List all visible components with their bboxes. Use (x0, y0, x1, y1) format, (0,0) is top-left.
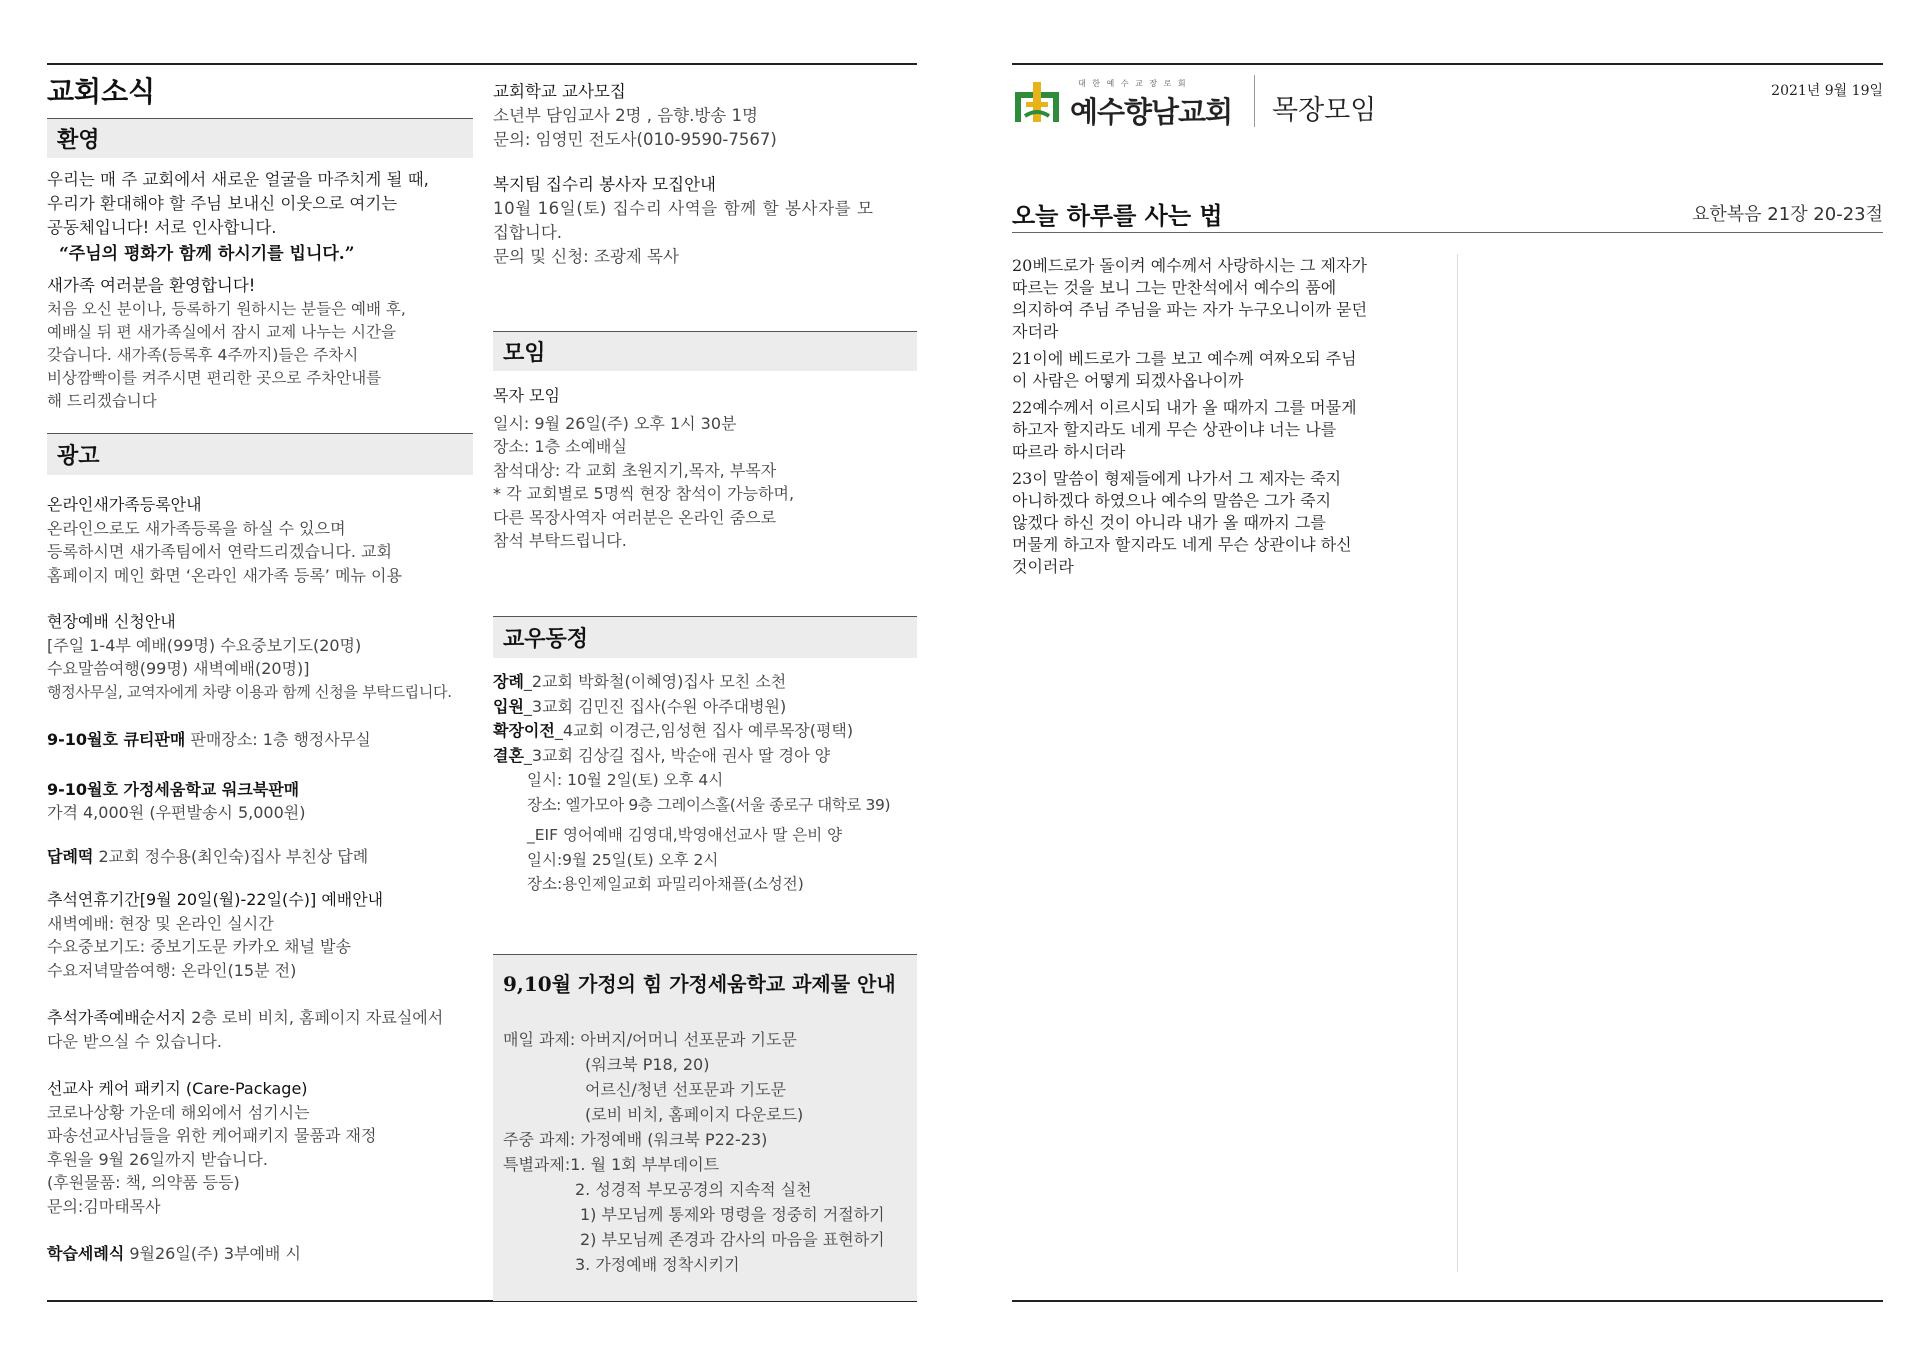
verse-line: 하고자 할지라도 네게 무슨 상관이냐 너는 나를 (1012, 420, 1337, 439)
welcome-intro-line: 공동체입니다! 서로 인사합니다. (47, 218, 277, 237)
ad-title: 온라인새가족등록안내 (47, 495, 202, 514)
ad-title: 추석연휴기간[9월 20일(월)-22일(수)] 예배안내 (47, 890, 384, 909)
verse-line: 21이에 베드로가 그를 보고 예수께 여짜오되 주님 (1012, 349, 1357, 368)
ad-line: 파송선교사님들을 위한 케어패키지 물품과 재정 (47, 1126, 377, 1145)
logo-denomination: 대 한 예 수 교 장 로 회 (1078, 79, 1188, 88)
meeting-title: 목자 모임 (493, 386, 560, 405)
homework-line: 2. 성경적 부모공경의 지속적 실천 (575, 1180, 812, 1199)
welfare-line: 문의 및 신청: 조광제 목사 (493, 247, 679, 266)
ad-line: 등록하시면 새가족팀에서 연락드리겠습니다. 교회 (47, 542, 392, 561)
verse-line: 20베드로가 돌이켜 예수께서 사랑하시는 그 제자가 (1012, 256, 1367, 275)
verse-line: 머물게 하고자 할지라도 네게 무슨 상관이냐 하신 (1012, 535, 1352, 554)
ad-item (47, 1077, 477, 1218)
ad-title: 학습세례식 (47, 1244, 125, 1263)
teacher-line: 문의: 임영민 전도사(010-9590-7567) (493, 130, 777, 149)
verse-line: 이 사람은 어떻게 되겠사옵나이까 (1012, 371, 1244, 390)
homework-line: 어르신/청년 선포문과 기도문 (585, 1080, 787, 1099)
ad-line: 다운 받으실 수 있습니다. (47, 1031, 222, 1051)
ad-line: 행정사무실, 교역자에게 차량 이용과 함께 신청을 부탁드립니다. (47, 682, 452, 701)
verse-line: 23이 말씀이 형제들에게 나가서 그 제자는 죽지 (1012, 469, 1342, 488)
verse-21 (1012, 348, 1452, 392)
ad-inline: 9월26일(주) 3부예배 시 (124, 1244, 301, 1263)
welfare-line: 10월 16일(토) 집수리 사역을 함께 할 봉사자를 모 (493, 199, 874, 218)
newcomer-line: 예배실 뒤 편 새가족실에서 잠시 교제 나누는 시간을 (47, 323, 396, 341)
newcomer-line: 처음 오신 분이나, 등록하기 원하시는 분들은 예배 후, (47, 300, 406, 318)
member-label: 입원 (493, 696, 524, 716)
blessing-text: “주님의 평화가 함께 하시기를 빕니다.” (59, 244, 355, 264)
lesson-title-underline (1012, 232, 1883, 233)
ad-inline: 2층 로비 비치, 홈페이지 자료실에서 (186, 1008, 444, 1027)
verse-line: 따르는 것을 보니 그는 만찬석에서 예수의 품에 (1012, 278, 1337, 297)
ads-section (47, 493, 477, 1266)
welcome-intro-line: 우리가 환대해야 할 주님 보내신 이웃으로 여기는 (47, 194, 398, 213)
ad-line: (후원물품: 책, 의약품 등등) (47, 1173, 240, 1192)
left-top-rule (47, 63, 917, 65)
ad-item (47, 888, 477, 982)
ad-item (47, 610, 477, 704)
homework-line: (로비 비치, 홈페이지 다운로드) (585, 1105, 804, 1124)
right-top-rule (1012, 63, 1883, 65)
section-title: 목장모임 (1272, 95, 1377, 126)
ad-line: 코로나상황 가운데 해외에서 섬기시는 (47, 1102, 310, 1122)
newcomer-line: 갖습니다. 새가족(등록후 4주까지)들은 주차시 (47, 346, 359, 364)
homework-line: 특별과제:1. 월 1회 부부데이트 (503, 1155, 720, 1174)
ad-item (47, 728, 477, 752)
homework-line: 3. 가정예배 정착시키기 (575, 1255, 740, 1274)
ad-inline: 판매장소: 1층 행정사무실 (185, 730, 371, 749)
homework-list (503, 1027, 913, 1277)
teacher-line: 소년부 담임교사 2명 , 음향.방송 1명 (493, 106, 758, 125)
ad-item (47, 845, 477, 869)
ad-title: 9-10월호 가정세움학교 워크북판매 (47, 779, 300, 799)
church-emblem-icon (1012, 78, 1062, 128)
ad-title: 선교사 케어 패키지 (Care-Package) (47, 1079, 308, 1098)
verse-line: 22예수께서 이르시되 내가 올 때까지 그를 머물게 (1012, 398, 1357, 417)
verse-22 (1012, 397, 1452, 463)
logo-divider (1254, 75, 1255, 127)
member-entry (493, 670, 917, 695)
right-bottom-rule (1012, 1300, 1883, 1302)
ad-item (47, 778, 477, 825)
page-title: 교회소식 (47, 75, 156, 108)
ad-line: 후원을 9월 26일까지 받습니다. (47, 1149, 268, 1169)
verse-line: 따르라 하시더라 (1012, 442, 1126, 461)
welcome-section (47, 168, 473, 413)
wedding-detail: _EIF 영어예배 김영대,박영애선교사 딸 은비 양 (527, 826, 843, 844)
verse-line: 의지하여 주님 주님을 파는 자가 누구오니이까 묻던 (1012, 300, 1368, 319)
ad-title: 9-10월호 큐티판매 (47, 730, 186, 749)
ad-line: 홈페이지 메인 화면 ‘온라인 새가족 등록’ 메뉴 이용 (47, 565, 402, 585)
ad-item (47, 1006, 477, 1053)
homework-heading: 9,10월 가정의 힘 가정세움학교 과제물 안내 (503, 972, 896, 996)
newcomer-line: 비상깜빡이를 켜주시면 편리한 곳으로 주차안내를 (47, 369, 382, 387)
ad-line: 문의:김마태목사 (47, 1196, 161, 1216)
welfare-line: 집합니다. (493, 223, 563, 242)
member-text: _4교회 이경근,임성현 집사 예루목장(평택) (554, 721, 854, 740)
member-text: _2교회 박화철(이혜영)집사 모친 소천 (523, 672, 787, 691)
meeting-line: 참석 부탁드립니다. (493, 531, 627, 550)
members-heading: 교우동정 (493, 616, 917, 658)
member-text: _3교회 김상길 집사, 박순애 권사 딸 경아 양 (523, 745, 831, 765)
homework-line: 매일 과제: 아버지/어머니 선포문과 기도문 (503, 1030, 797, 1049)
ad-title: 현장예배 신청안내 (47, 612, 176, 631)
scripture-reference: 요한복음 21장 20-23절 (1692, 204, 1883, 225)
verse-line: 것이러라 (1012, 557, 1074, 576)
welcome-intro-line: 우리는 매 주 교회에서 새로운 얼굴을 마주치게 될 때, (47, 170, 429, 189)
welfare-title: 복지팀 집수리 봉사자 모집안내 (493, 175, 716, 194)
verse-line: 않겠다 하신 것이 아니라 내가 올 때까지 그를 (1012, 513, 1326, 532)
teacher-recruit (493, 80, 917, 152)
ad-line: 온라인으로도 새가족등록을 하실 수 있으며 (47, 518, 346, 538)
member-label: 결혼 (493, 745, 524, 765)
newcomer-line: 해 드리겠습니다 (47, 392, 157, 410)
welfare-recruit (493, 173, 917, 269)
members-section (493, 670, 917, 897)
meeting-line: * 각 교회별로 5명씩 현장 참석이 가능하며, (493, 484, 795, 503)
member-label: 확장이전 (493, 721, 555, 740)
wedding-detail: 일시: 10월 2일(토) 오후 4시 (527, 771, 724, 789)
homework-line: 주중 과제: 가정예배 (워크북 P22-23) (503, 1130, 768, 1149)
member-entry (493, 695, 917, 720)
ad-item (47, 493, 477, 587)
meeting-line: 참석대상: 각 교회 초원지기,목자, 부목자 (493, 460, 777, 480)
homework-line: (워크북 P18, 20) (585, 1055, 710, 1074)
wedding-detail: 장소:용인제일교회 파밀리아채플(소성전) (527, 875, 804, 893)
verse-line: 아니하겠다 하였으나 예수의 말씀은 그가 죽지 (1012, 491, 1332, 510)
wedding-detail: 일시:9월 25일(토) 오후 2시 (527, 850, 719, 869)
ad-title: 추석가족예배순서지 (47, 1008, 187, 1027)
welcome-heading: 환영 (47, 118, 473, 158)
ad-inline: 2교회 정수용(최인숙)집사 부친상 답례 (93, 846, 369, 866)
scripture-text (1012, 255, 1452, 578)
member-text: _3교회 김민진 집사(수원 아주대병원) (523, 696, 787, 716)
ad-line: 수요중보기도: 중보기도문 카카오 채널 발송 (47, 937, 351, 956)
ads-heading: 광고 (47, 433, 473, 475)
homework-line: 1) 부모님께 통제와 명령을 정중히 거절하기 (580, 1205, 885, 1224)
bulletin-date: 2021년 9월 19일 (1771, 83, 1883, 99)
logo-church-name: 예수향남교회 (1070, 95, 1233, 129)
ad-item (47, 1242, 477, 1266)
member-label: 장례 (493, 672, 524, 691)
verse-23 (1012, 468, 1452, 578)
ad-line: 수요말씀여행(99명) 새벽예배(20명)] (47, 659, 310, 678)
member-entry (493, 744, 917, 769)
ad-line: 새벽예배: 현장 및 온라인 실시간 (47, 913, 274, 933)
teacher-title: 교회학교 교사모집 (493, 82, 626, 101)
ad-line: 수요저녁말씀여행: 온라인(15분 전) (47, 960, 297, 980)
column-divider (1457, 254, 1458, 1272)
verse-line: 자더라 (1012, 322, 1059, 341)
newcomer-title: 새가족 여러분을 환영합니다! (47, 276, 256, 295)
verse-20 (1012, 255, 1452, 343)
meeting-section (493, 384, 917, 553)
lesson-title: 오늘 하루를 사는 법 (1012, 201, 1223, 230)
church-logo (1012, 78, 1252, 128)
ad-title: 답례떡 (47, 846, 94, 866)
wedding-detail: 장소: 엘가모아 9층 그레이스홀(서울 종로구 대학로 39) (527, 795, 891, 814)
homework-line: 2) 부모님께 존경과 감사의 마음을 표현하기 (580, 1230, 885, 1249)
meeting-line: 다른 목장사역자 여러분은 온라인 줌으로 (493, 507, 777, 527)
ad-line: [주일 1-4부 예배(99명) 수요중보기도(20명) (47, 635, 362, 655)
meeting-line: 장소: 1층 소예배실 (493, 437, 627, 456)
meeting-heading: 모임 (493, 331, 917, 371)
member-entry (493, 719, 917, 744)
ad-line: 가격 4,000원 (우편발송시 5,000원) (47, 803, 306, 822)
meeting-line: 일시: 9월 26일(주) 오후 1시 30분 (493, 413, 737, 433)
